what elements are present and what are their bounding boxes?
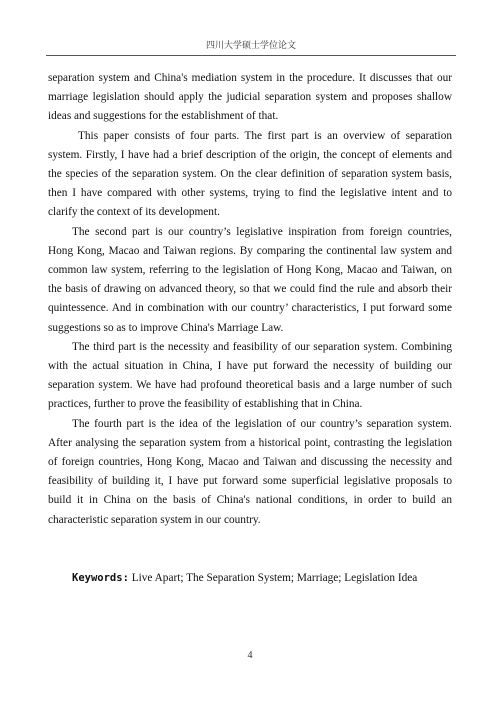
abstract-body bbox=[48, 69, 452, 530]
keywords-label: Keywords: bbox=[72, 572, 129, 584]
paragraph-part-three: The third part is the necessity and feasibility of our separation system. Combining with the actual situation in China, I have put forward the necessity of building our separation system. We have had profound theoretical basis and a large number of such practices, further to prove the feasibility of establishing that in China. bbox=[48, 340, 452, 411]
paragraph-overview: This paper consists of four parts. The first part is an overview of separation system. Firstly, I have had a brief description of the origin, the concept of elements and the species of the separation system. On the clear definition of separation system basis, then I have compared with other systems, trying to find the legislative intent and to clarify the context of its development. bbox=[48, 129, 452, 219]
header-rule bbox=[46, 55, 456, 56]
paragraph-continuation: separation system and China's mediation system in the procedure. It discusses that our marriage legislation should apply the judicial separation system and proposes shallow ideas and suggestions for the establishment of that. bbox=[48, 72, 452, 123]
paragraph-part-four: The fourth part is the idea of the legislation of our country’s separation system. After analysing the separation system from a historical point, contrasting the legislation of foreign countries, Hong Kong, Macao and Taiwan and discussing the necessity and feasibility of building it, I have put forward some superficial legislative proposals to build it in China on the basis of China's national conditions, in order to build an characteristic separation system in our country. bbox=[48, 417, 452, 526]
keywords-text: Live Apart; The Separation System; Marriage; Legislation Idea bbox=[131, 572, 418, 584]
page-number: 4 bbox=[247, 650, 253, 661]
paragraph-part-two: The second part is our country’s legislative inspiration from foreign countries, Hong Kong, Macao and Taiwan regions. By comparing the continental law system and common law system, referring to the legislation of Hong Kong, Macao and Taiwan, on the basis of drawing on advanced theory, so that we could find the rule and absorb their quintessence. And in combination with our country’ characteristics, I put forward some suggestions so as to improve China's Marriage Law. bbox=[48, 225, 452, 334]
running-header: 四川大学硕士学位论文 bbox=[205, 41, 296, 51]
keywords-line bbox=[72, 570, 462, 586]
